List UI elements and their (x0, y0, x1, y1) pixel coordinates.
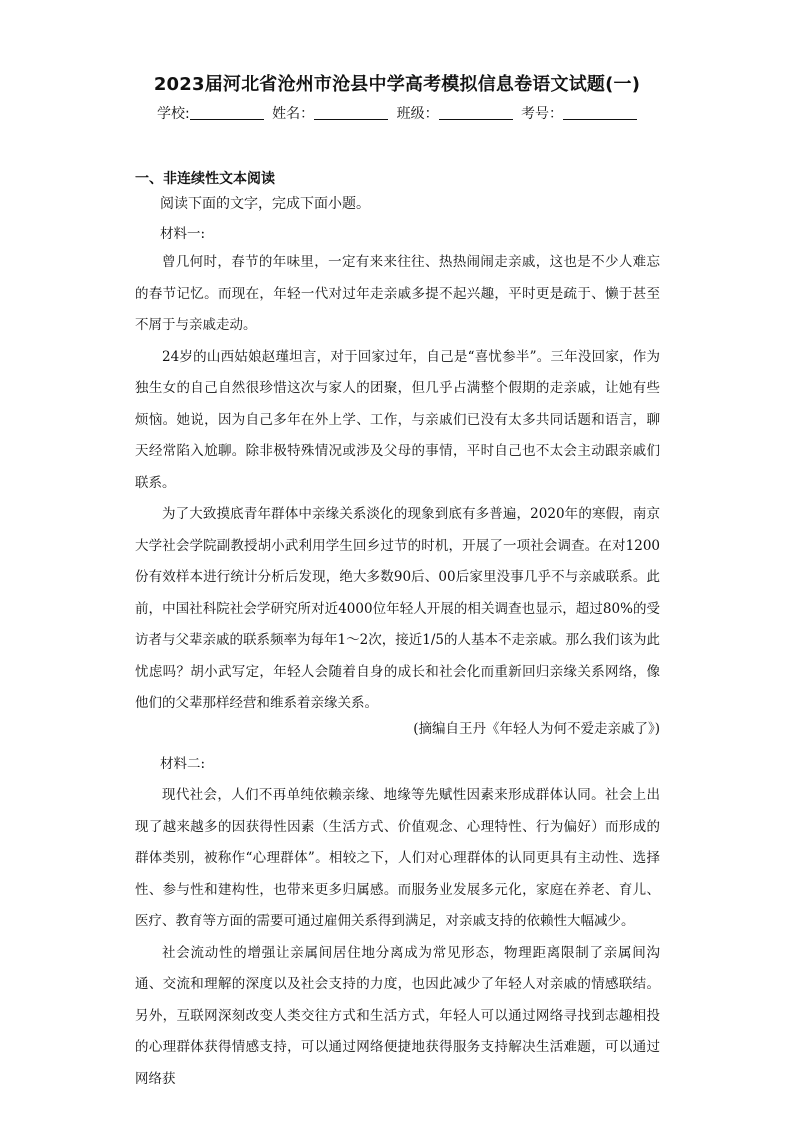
section-heading: 一、非连续性文本阅读 (135, 171, 275, 187)
paragraph: 24岁的山西姑娘赵瑾坦言，对于回家过年，自己是“喜忧参半”。三年没回家，作为独生女的自己自然很珍惜这次与家人的团聚，但几乎占满整个假期的走亲戚，让她有些烦恼。她说，因为自己多年在外上学、工作，与亲戚们已没有太多共同话题和语言，聊天经常陷入尬聊。除非极特殊情况或涉及父母的事情，平时自己也不太会主动跟亲戚们联系。 (135, 348, 660, 491)
material-1-body (135, 247, 660, 720)
page-title: 2023届河北省沧州市沧县中学高考模拟信息卷语文试题(一) (153, 74, 641, 95)
class-label: 班级： (396, 106, 439, 122)
class-field (397, 103, 513, 123)
material-2-body (135, 780, 660, 1095)
class-blank[interactable] (439, 105, 513, 120)
exam-no-blank[interactable] (563, 105, 637, 120)
paragraph: 曾几何时，春节的年味里，一定有来来往往、热热闹闹走亲戚，这也是不少人难忘的春节记忆。而现在，年轻一代对过年走亲戚多提不起兴趣，平时更是疏于、懒于甚至不屑于与亲戚走动。 (135, 254, 660, 333)
material-1-source: (摘编自王丹《年轻人为何不爱走亲戚了》) (413, 721, 660, 737)
student-info-line (0, 103, 794, 123)
school-blank[interactable] (190, 105, 264, 120)
name-field (272, 103, 388, 123)
material-1-label: 材料一: (160, 226, 206, 242)
exam-no-label: 考号： (521, 106, 564, 122)
paragraph: 现代社会，人们不再单纯依赖亲缘、地缘等先赋性因素来形成群体认同。社会上出现了越来越多的因获得性因素（生活方式、价值观念、心理特性、行为偏好）而形成的群体类别，被称作“心理群体”。相较之下，人们对心理群体的认同更具有主动性、选择性、参与性和建构性，也带来更多归属感。而服务业发展多元化，家庭在养老、育儿、医疗、教育等方面的需要可通过雇佣关系得到满足，对亲戚支持的依赖性大幅减少。 (135, 787, 660, 929)
school-label: 学校: (156, 106, 190, 122)
name-label: 姓名： (272, 106, 315, 122)
paragraph: 社会流动性的增强让亲属间居住地分离成为常见形态，物理距离限制了亲属间沟通、交流和理解的深度以及社会支持的力度，也因此减少了年轻人对亲戚的情感联结。另外，互联网深刻改变人类交往方式和生活方式，年轻人可以通过网络寻找到志趣相投的心理群体获得情感支持，可以通过网络便捷地获得服务支持解决生活难题，可以通过网络获 (135, 944, 660, 1087)
material-2-label: 材料二: (160, 756, 206, 772)
section-instruction: 阅读下面的文字，完成下面小题。 (160, 196, 370, 212)
name-blank[interactable] (314, 105, 388, 120)
exam-no-field (521, 103, 637, 123)
paragraph: 为了大致摸底青年群体中亲缘关系淡化的现象到底有多普遍，2020年的寒假，南京大学社会学院副教授胡小武利用学生回乡过节的时机，开展了一项社会调查。在对1200份有效样本进行统计分析后发现，绝大多数90后、00后家里没事几乎不与亲戚联系。此前，中国社科院社会学研究所对近4000位年轻人开展的相关调查也显示，超过80%的受访者与父辈亲戚的联系频率为每年1～2次，接近1/5的人基本不走亲戚。那么我们该为此忧虑吗？胡小武写定，年轻人会随着自身的成长和社会化而重新回归亲缘关系网络，像他们的父辈那样经营和维系着亲缘关系。 (135, 506, 660, 711)
school-field (157, 103, 264, 123)
